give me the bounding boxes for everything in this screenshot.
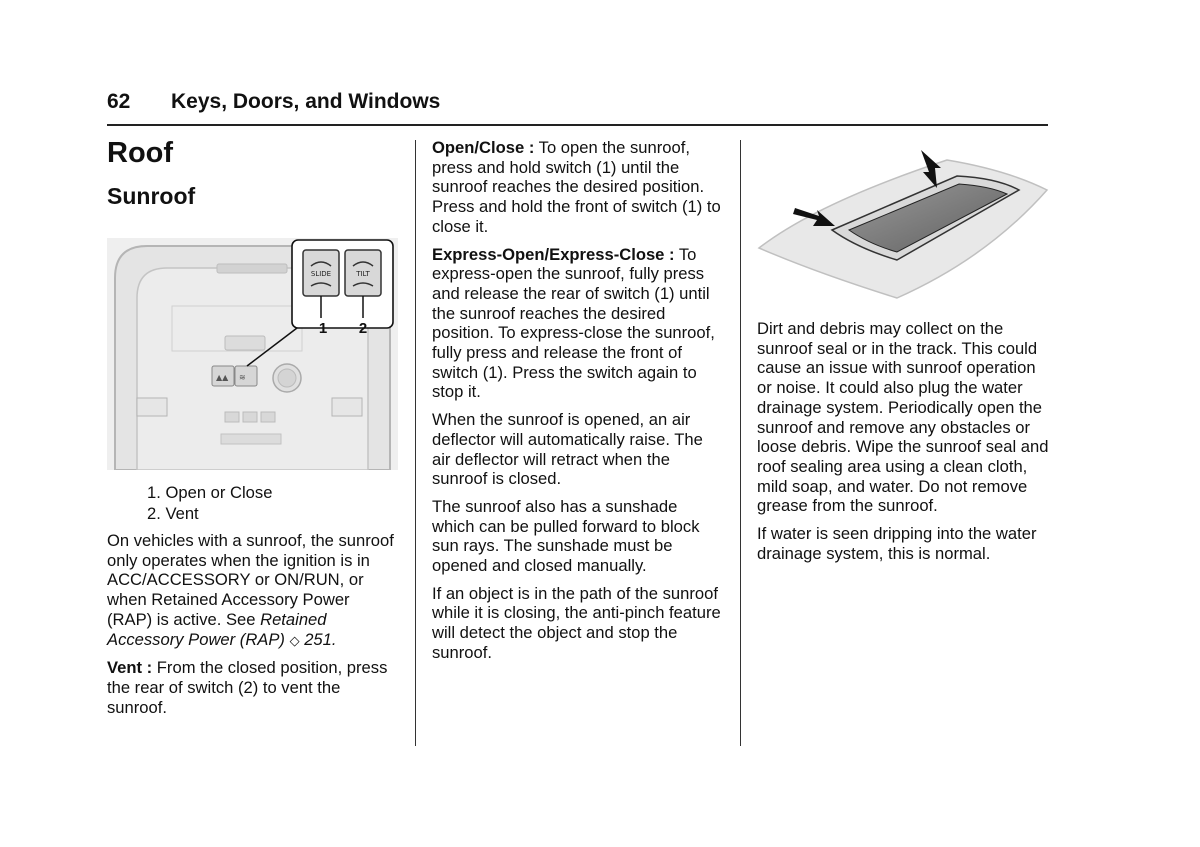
para-deflector: When the sunroof is opened, an air deflector will automatically raise. The air deflector will retract when the sunroof is closed. bbox=[432, 410, 703, 489]
section-title: Keys, Doors, and Windows bbox=[171, 90, 441, 113]
callout-2: 2 bbox=[358, 320, 368, 337]
legend-item-2: 2. Vent bbox=[147, 504, 199, 523]
overhead-console-figure bbox=[107, 238, 398, 470]
heading-sunroof: Sunroof bbox=[107, 183, 196, 209]
para-dirt-debris: Dirt and debris may collect on the sunroof seal or in the track. This could cause an issue with sunroof operation or noise. It could also plug the water drainage system. Periodically open the sunroof and remove any obstacles or loose debris. Wipe the sunroof seal and roof sealing area using a clean cloth, mild soap, and water. Do not remove grease from the sunroof. bbox=[757, 319, 1049, 516]
column-divider-1 bbox=[415, 140, 416, 746]
column-3 bbox=[757, 319, 1049, 571]
figure-legend bbox=[107, 482, 397, 524]
para-express: Express-Open/Express-Close : To express-open the sunroof, fully press and release the rear of switch (1) until the sunroof reaches the desired position. To express-close the sunroof, fully press and release the front of switch (1). Press the switch again to stop it. bbox=[432, 244, 715, 402]
rap-page-ref[interactable]: 251. bbox=[299, 629, 337, 649]
para-open-close: Open/Close : To open the sunroof, press and hold switch (1) until the sunroof reaches the desired position. Press and hold the front of switch (1) to close it. bbox=[432, 138, 721, 236]
header-rule bbox=[107, 124, 1048, 126]
slide-label: SLIDE bbox=[310, 270, 332, 278]
page-number: 62 bbox=[107, 90, 131, 113]
rap-reference[interactable]: Retained Accessory Power (RAP) bbox=[107, 609, 327, 649]
svg-text:▲▲: ▲▲ bbox=[216, 373, 229, 382]
heading-roof: Roof bbox=[107, 137, 174, 169]
para-vent: Vent : From the closed position, press the rear of switch (2) to vent the sunroof. bbox=[107, 658, 388, 717]
column-2 bbox=[432, 138, 724, 671]
para-water-drip: If water is seen dripping into the water drainage system, this is normal. bbox=[757, 524, 1037, 563]
column-divider-2 bbox=[740, 140, 741, 746]
tilt-label: TILT bbox=[356, 270, 370, 278]
page-header bbox=[107, 90, 1048, 124]
para-sunshade: The sunroof also has a sunshade which can be pulled forward to block sun rays. The sunshade must be opened and closed manually. bbox=[432, 496, 700, 576]
column-1-headings bbox=[107, 136, 397, 214]
svg-text:≋: ≋ bbox=[239, 373, 246, 382]
para-ignition: On vehicles with a sunroof, the sunroof only operates when the ignition is in ACC/ACCESSORY or ON/RUN, or when Retained Accessory Power (RAP) is active. See Retained Accessory Power (RAP) ◇ 251. bbox=[107, 531, 394, 649]
callout-1: 1 bbox=[318, 320, 328, 337]
sunroof-seal-figure bbox=[757, 148, 1049, 300]
column-1-body bbox=[107, 531, 397, 725]
para-anti-pinch: If an object is in the path of the sunroof while it is closing, the anti-pinch feature will detect the object and stop the sunroof. bbox=[432, 583, 721, 662]
legend-item-1: 1. Open or Close bbox=[147, 483, 273, 502]
page-ref-icon: ◇ bbox=[289, 632, 300, 648]
